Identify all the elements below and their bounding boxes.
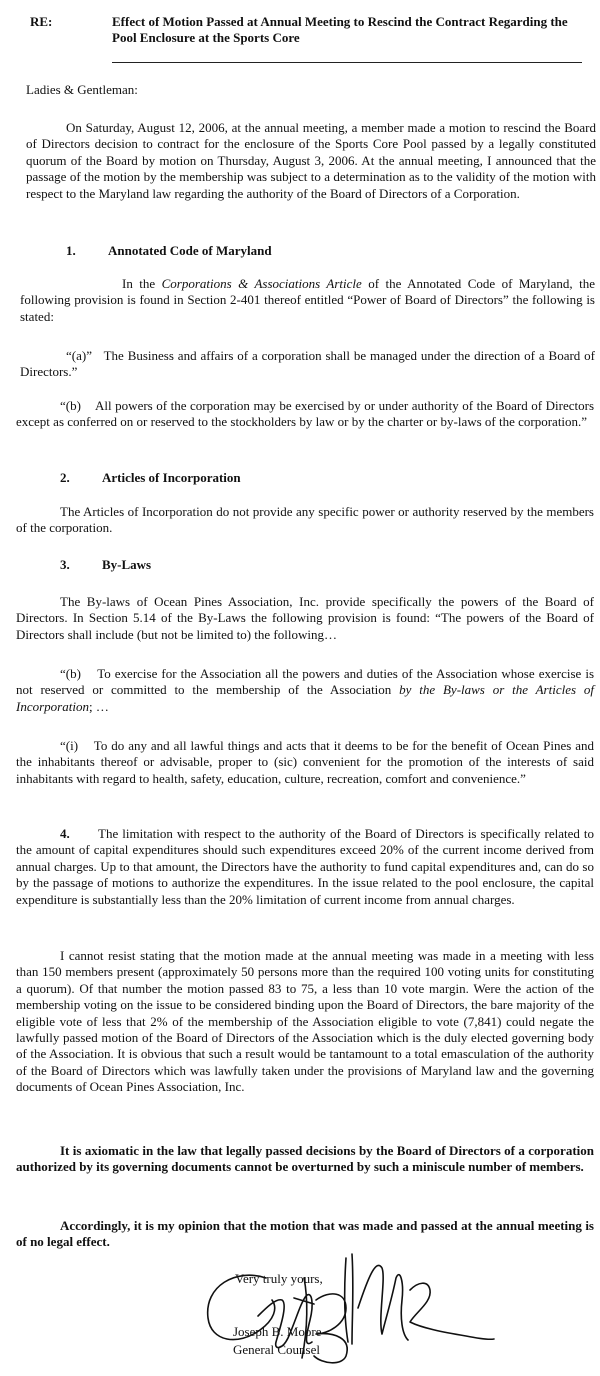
bylaws-quote-b-label: “(b) xyxy=(60,666,81,681)
axiom-paragraph: It is axiomatic in the law that legally passed decisions by the Board of Directors of a corporation authorized by its governing documents cannot be overturned by such a miniscule number of members. xyxy=(16,1143,594,1175)
section-4-number: 4. xyxy=(60,826,70,841)
opinion-paragraph: Accordingly, it is my opinion that the motion that was made and passed at the annual meeting is of no legal effect. xyxy=(16,1218,594,1250)
bylaws-quote-i: “(i) To do any and all lawful things and acts that it deems to be for the benefit of Ocean Pines and the inhabitants thereof or advisable, proper to (sic) convenient for the promotion of the interests of said inhabitants with regard to health, safety, education, culture, recreation, comfort and convenience.” xyxy=(16,738,594,786)
section-2-title: Articles of Incorporation xyxy=(102,470,241,485)
section-1-title: Annotated Code of Maryland xyxy=(108,243,272,258)
section-3-title: By-Laws xyxy=(102,557,152,572)
quote-b: “(b) All powers of the corporation may be exercised by or under authority of the Board of Directors except as conferred on or reserved to the stockholders by law or by the charter or by-laws of the corporation.” xyxy=(16,398,594,430)
quote-b-label: “(b) xyxy=(60,398,81,413)
salutation: Ladies & Gentleman: xyxy=(26,82,138,97)
quote-a-label: “(a)” xyxy=(66,348,92,363)
bylaws-quote-i-label: “(i) xyxy=(60,738,79,753)
section-1-number: 1. xyxy=(66,243,76,258)
section-2-number: 2. xyxy=(60,470,70,485)
section-1-heading xyxy=(66,243,272,259)
section-1-body: In the Corporations & Associations Article of the Annotated Code of Maryland, the following provision is found in Section 2-401 thereof entitled “Power of Board of Directors” the following is stated: xyxy=(20,276,595,324)
signer-name: Joseph B. Moore xyxy=(233,1324,322,1339)
section-3-body: The By-laws of Ocean Pines Association, Inc. provide specifically the powers of the Board of Directors. In Section 5.14 of the By-Laws the following provision is found: “The powers of the Board of Directors shall include (but not be limited to) the following… xyxy=(16,594,594,642)
statute-title: Corporations & Associations Article xyxy=(161,276,362,291)
closing-paragraph: I cannot resist stating that the motion made at the annual meeting was made in a meeting with less than 150 members present (approximately 50 persons more than the required 100 voting units for constituting a quorum). Of that number the motion passed 83 to 75, a less than 10 vote margin. Were the action of the membership voting on the issue to be considered binding upon the Board of Directors, the bare majority of the eligible vote of less that 2% of the membership of the Association eligible to vote (7,841) could negate the lawfully passed motion of the Board of Directors of the Association which is the duly elected governing body of the Association. It is obvious that such a result would be tantamount to a total emasculation of the authority of the Board of Directors which was lawfully taken under the provisions of Maryland law and the governing documents of Ocean Pines Association, Inc. xyxy=(16,948,594,1095)
section-3-number: 3. xyxy=(60,557,70,572)
handwritten-signature xyxy=(196,1238,496,1370)
subject-line: Effect of Motion Passed at Annual Meeting to Rescind the Contract Regarding the Pool Enclosure at the Sports Core xyxy=(112,14,568,46)
section-4-body: 4. The limitation with respect to the authority of the Board of Directors is specifically related to the amount of capital expenditures should such expenditures exceed 20% of the current income derived from annual charges. Up to that amount, the Directors have the authority to fund capital expenditures and, can do so by the passage of motions to authorize the expenditures. In the issue related to the pool enclosure, the capital expenditure is substantially less than the 20% limitation of current income from annual charges. xyxy=(16,826,595,907)
signer-title: General Counsel xyxy=(233,1342,321,1357)
intro-paragraph: On Saturday, August 12, 2006, at the annual meeting, a member made a motion to rescind the Board of Directors decision to contract for the enclosure of the Sports Core Pool passed by a legally constituted quorum of the Board by motion on Thursday, August 3, 2006. At the annual meeting, I announced that the passage of the motion by the membership was subject to a determination as to the validity of the motion with respect to the Maryland law regarding the authority of the Board of Directors of a Corporation. xyxy=(26,120,596,201)
complimentary-close: Very truly yours, xyxy=(235,1271,323,1286)
section-2-heading xyxy=(60,470,241,486)
section-3-heading xyxy=(60,557,151,573)
bylaws-quote-b: “(b) To exercise for the Association all the powers and duties of the Association whose exercise is not reserved or committed to the membership of the Association by the By-laws or the Articles of Incorporation; … xyxy=(16,666,595,714)
header-divider xyxy=(112,62,582,63)
section-2-body: The Articles of Incorporation do not provide any specific power or authority reserved by the members of the corporation. xyxy=(16,504,594,536)
quote-a: “(a)” The Business and affairs of a corporation shall be managed under the direction of a Board of Directors.” xyxy=(20,348,595,380)
re-label: RE: xyxy=(30,14,53,29)
